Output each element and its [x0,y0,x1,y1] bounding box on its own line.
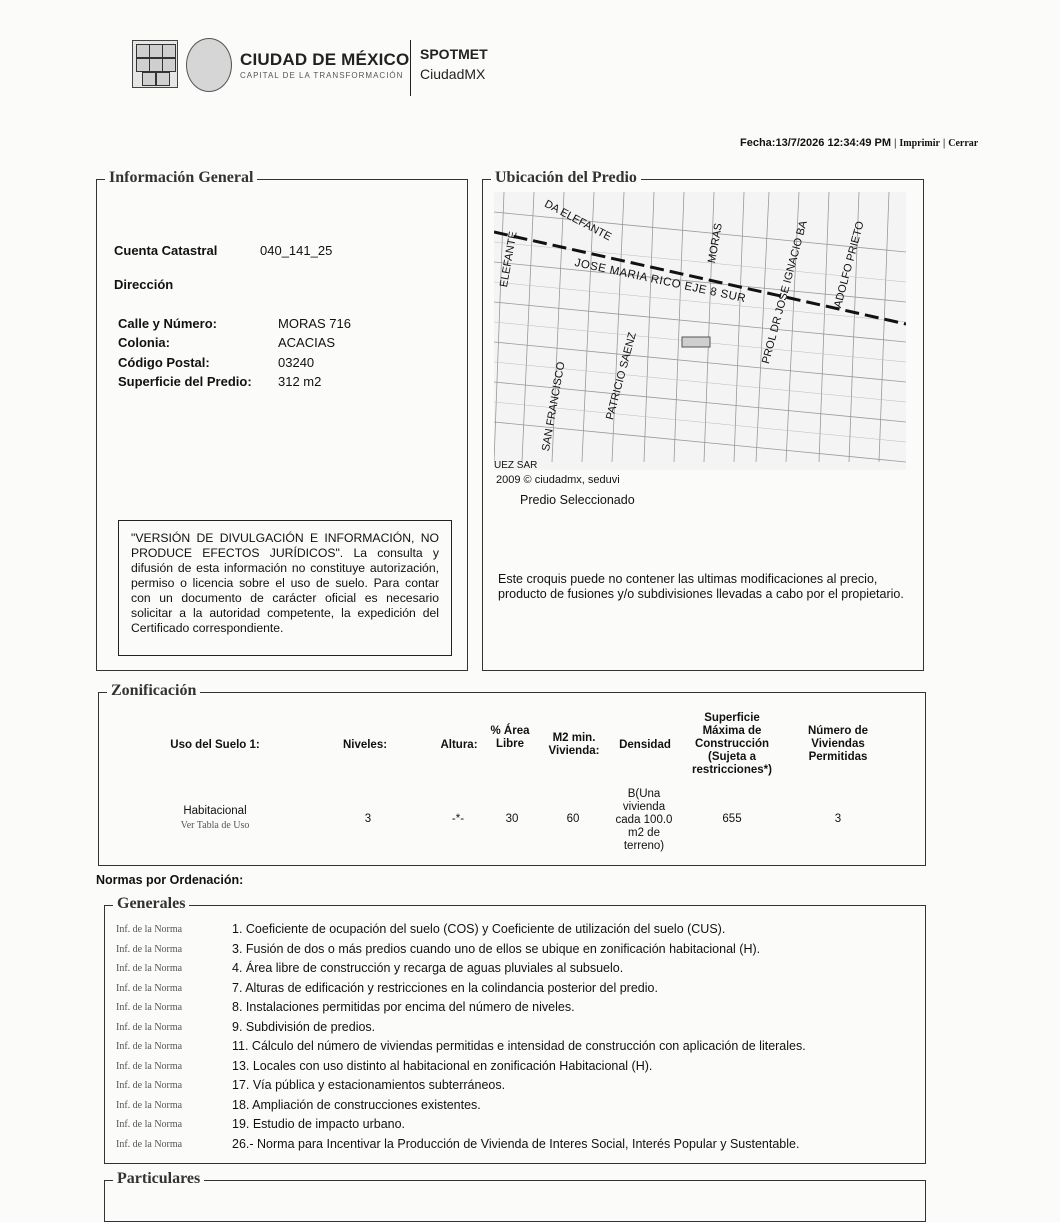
altura-value: -*- [451,813,465,825]
norma-text: 3. Fusión de dos o más predios cuando uno de ellos se ubique en zonificación habitacional (H). [232,941,761,956]
direccion-label: Dirección [114,277,174,292]
inf-de-la-norma-link[interactable]: Inf. de la Norma [116,943,183,955]
calle-value: MORAS 716 [278,316,351,331]
street-label: JOSE MARIA RICO EJE 8 SUR [573,257,748,306]
system-name: SPOTMET [420,46,488,62]
superficie-label: Superficie del Predio: [118,374,252,389]
inf-de-la-norma-link[interactable]: Inf. de la Norma [116,1080,183,1091]
norma-text: 18. Ampliación de construcciones existentes. [232,1097,481,1112]
header-num-viviendas: Número de Viviendas Permitidas [807,725,869,763]
street-label: UEZ SAR [494,460,538,471]
area-libre-value: 30 [505,813,519,825]
fecha-text: Fecha:13/7/2026 12:34:49 PM [740,137,892,149]
norma-text: 4. Área libre de construcción y recarga de aguas pluviales al subsuelo. [232,961,624,975]
ver-tabla-uso-link[interactable]: Ver Tabla de Uso [180,820,250,831]
niveles-value: 3 [364,813,372,825]
cp-label: Código Postal: [118,355,210,370]
generales-title: Generales [113,895,189,913]
normas-title: Normas por Ordenación: [96,873,244,887]
street-label: MORAS [706,222,725,265]
zonificacion-panel [98,682,926,866]
norma-text: 17. Vía pública y estacionamientos subterráneos. [232,1078,506,1092]
predio-seleccionado-label: Predio Seleccionado [520,493,635,507]
norma-text: 7. Alturas de edificación y restricciones en la colindancia posterior del predio. [232,980,658,995]
superficie-value: 312 m2 [278,374,322,389]
selected-parcel [682,337,710,347]
cerrar-link[interactable]: Cerrar [948,138,979,149]
norma-text: 1. Coeficiente de ocupación del suelo (COS) y Coeficiente de utilización del suelo (CUS). [232,922,726,936]
particulares-title: Particulares [113,1170,204,1188]
brand-divider [410,40,411,96]
header-densidad: Densidad [619,739,671,751]
street-label: ELEFANTE [498,230,520,289]
particulares-panel [104,1170,926,1222]
header-altura: Altura: [440,739,478,751]
map-note: Este croquis puede no contener las ultimas modificaciones al precio, producto de fusiones y/o subdivisiones llevadas a cabo por el propietario. [498,572,904,601]
densidad-value: B(Una vivienda cada 100.0 m2 de terreno) [615,788,673,852]
street-label: PROL DR JOSE IGNACIO BA [760,219,810,366]
m2-min-value: 60 [566,813,580,825]
separator: | [894,138,897,149]
calle-label: Calle y Número: [118,316,217,331]
inf-de-la-norma-link[interactable]: Inf. de la Norma [116,1002,183,1013]
info-general-title: Información General [105,169,257,187]
date-line [740,137,978,149]
zonificacion-title: Zonificación [107,682,200,700]
header-m2-min: M2 min. Vivienda: [548,732,600,757]
norma-text: 26.- Norma para Incentivar la Producción de Vivienda de Interes Social, Interés Popular y Sustentable. [232,1136,800,1151]
uso-value: Habitacional [183,805,247,817]
brand-title: CIUDAD DE MÉXICO [240,50,410,69]
header-niveles: Niveles: [342,739,388,751]
ubicacion-title: Ubicación del Predio [491,169,641,187]
norma-text: 13. Locales con uso distinto al habitacional en zonificación Habitacional (H). [232,1058,653,1073]
cuenta-label: Cuenta Catastral [114,243,218,258]
colonia-value: ACACIAS [278,335,336,350]
header-uso: Uso del Suelo 1: [170,739,260,751]
street-label: ADOLFO PRIETO [832,219,867,310]
city-coat-of-arms-logo [132,40,178,88]
norma-text: 8. Instalaciones permitidas por encima del número de niveles. [232,1000,575,1014]
city-seal-logo [186,38,232,92]
cuenta-value: 040_141_25 [260,243,333,258]
norma-text: 19. Estudio de impacto urbano. [232,1117,406,1131]
system-subname: CiudadMX [420,66,486,82]
superficie-value: 655 [722,813,742,825]
map-copyright: 2009 © ciudadmx, seduvi [496,474,620,486]
header-superficie: Superficie Máxima de Construcción (Sujeta a restricciones*) [692,712,772,776]
inf-de-la-norma-link[interactable]: Inf. de la Norma [116,1021,183,1033]
inf-de-la-norma-link[interactable]: Inf. de la Norma [116,1041,183,1052]
norma-text: 11. Cálculo del número de viviendas permitidas e intensidad de construcción con aplicación de literales. [232,1039,806,1053]
imprimir-link[interactable]: Imprimir [899,138,940,149]
norma-text: 9. Subdivisión de predios. [232,1019,376,1034]
inf-de-la-norma-link[interactable]: Inf. de la Norma [116,963,183,974]
inf-de-la-norma-link[interactable]: Inf. de la Norma [116,1099,183,1111]
inf-de-la-norma-link[interactable]: Inf. de la Norma [116,982,183,994]
inf-de-la-norma-link[interactable]: Inf. de la Norma [116,924,183,935]
separator: | [942,138,946,149]
disclaimer-box: "VERSIÓN DE DIVULGACIÓN E INFORMACIÓN, NO PRODUCE EFECTOS JURÍDICOS". La consulta y difusión de esta información no constituye autorización, permiso o licencia sobre el uso de suelo. Para contar con un documento de carácter oficial es necesario solicitar a la autoridad competente, la expedición del Certificado correspondiente. [118,520,452,656]
brand-subtitle: CAPITAL DE LA TRANSFORMACIÓN [240,71,404,80]
num-viviendas-value: 3 [834,813,842,825]
inf-de-la-norma-link[interactable]: Inf. de la Norma [116,1060,183,1072]
street-label: SAN FRANCISCO [540,360,568,453]
cp-value: 03240 [278,355,315,370]
colonia-label: Colonia: [118,335,170,350]
inf-de-la-norma-link[interactable]: Inf. de la Norma [116,1119,183,1130]
inf-de-la-norma-link[interactable]: Inf. de la Norma [116,1138,183,1150]
header-area-libre: % Área Libre [490,725,530,750]
street-label: DA ELEFANTE [542,198,614,244]
street-label: PATRICIO SAENZ [604,331,639,422]
